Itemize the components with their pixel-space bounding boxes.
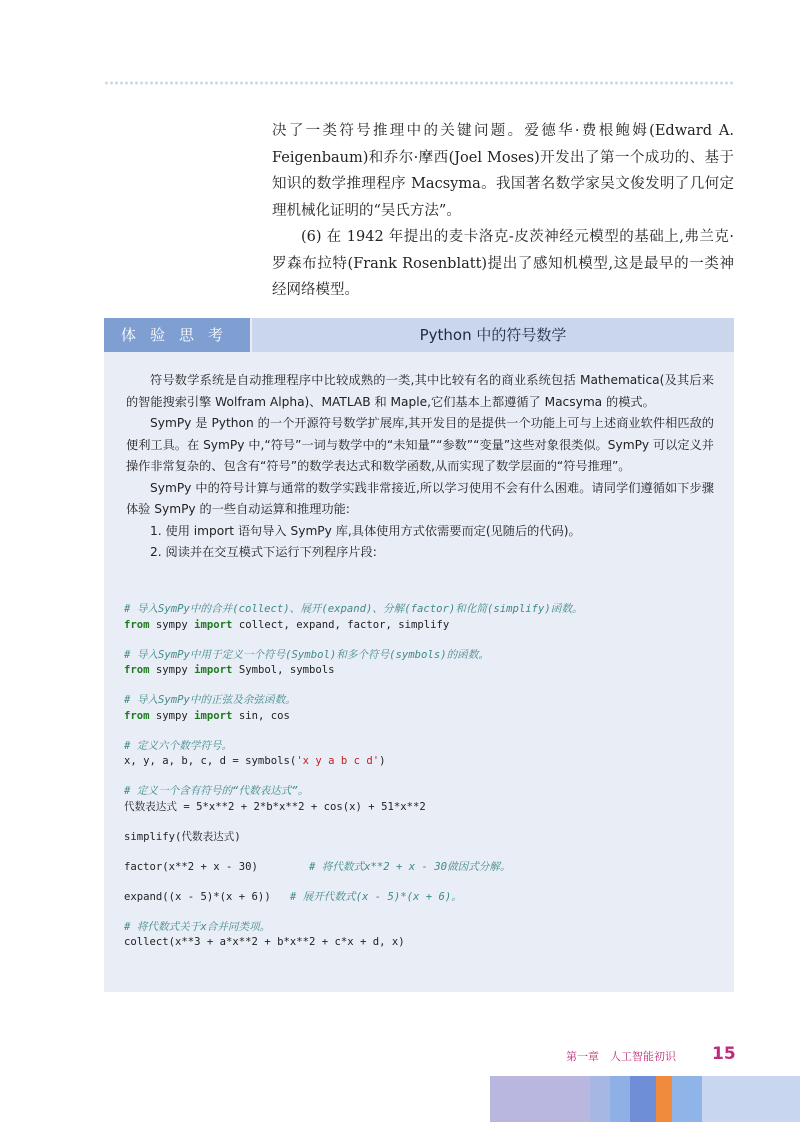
code-line: collect(x**3 + a*x**2 + b*x**2 + c*x + d, x): [124, 936, 405, 948]
code-text: sympy: [149, 709, 195, 722]
box-step-2: 2. 阅读并在交互模式下运行下列程序片段:: [150, 545, 377, 559]
page-number: 15: [712, 1044, 736, 1064]
code-keyword: import: [194, 664, 233, 676]
footer-chapter: 第一章 人工智能初识: [566, 1050, 676, 1063]
code-comment: # 展开代数式(x - 5)*(x + 6)。: [289, 890, 462, 903]
code-block: [124, 602, 724, 951]
code-line: [124, 890, 724, 906]
code-comment: # 导入SymPy中用于定义一个符号(Symbol)和多个符号(symbols)的函数。: [124, 648, 489, 661]
code-comment: # 将代数式x**2 + x - 30做因式分解。: [308, 860, 511, 873]
code-text: factor(x**2 + x - 30): [124, 860, 258, 873]
code-string: 'x y a b c d': [296, 755, 380, 767]
code-text: sympy: [149, 664, 195, 676]
body-text: [272, 118, 734, 304]
top-dotted-rule: [104, 80, 734, 86]
body-paragraph-2: (6) 在 1942 年提出的麦卡洛克-皮茨神经元模型的基础上,弗兰克·罗森布拉特(Frank Rosenblatt)提出了感知机模型,这是最早的一类神经网络模型。: [272, 229, 734, 298]
code-text: expand((x - 5)*(x + 6)): [124, 890, 271, 903]
code-keyword: from: [124, 709, 150, 722]
code-text: sympy: [149, 618, 195, 631]
box-paragraph-3: SymPy 中的符号计算与通常的数学实践非常接近,所以学习使用不会有什么困难。请同学们遵循如下步骤体验 SymPy 的一些自动运算和推理功能:: [126, 480, 714, 516]
code-line: [124, 618, 724, 634]
code-text: sin, cos: [232, 709, 290, 722]
code-text: collect, expand, factor, simplify: [232, 618, 450, 631]
code-text: ): [379, 755, 386, 767]
code-comment: # 定义六个数学符号。: [124, 739, 233, 752]
footer-decoration: [490, 1076, 800, 1122]
box-tag: 体验思考: [104, 318, 250, 352]
code-comment: # 导入SymPy中的合并(collect)、展开(expand)、分解(factor)和化简(simplify)函数。: [124, 603, 583, 615]
code-keyword: import: [194, 618, 233, 631]
code-line: simplify(代数表达式): [124, 830, 241, 843]
body-paragraph-1: 决了一类符号推理中的关键问题。爱德华·费根鲍姆(Edward A. Feigenbaum)和乔尔·摩西(Joel Moses)开发出了第一个成功的、基于知识的数学推理程序 Macsyma。我国著名数学家吴文俊发明了几何定理机械化证明的“吴氏方法”。: [272, 123, 734, 219]
code-text: Symbol, symbols: [232, 664, 335, 676]
code-line: 代数表达式 = 5*x**2 + 2*b*x**2 + cos(x) + 51*x**2: [124, 800, 426, 813]
code-line: [124, 860, 724, 876]
experience-box: [104, 318, 734, 992]
box-paragraph-2: SymPy 是 Python 的一个开源符号数学扩展库,其开发目的是提供一个功能上可与上述商业软件相匹敌的便利工具。在 SymPy 中,“符号”一词与数学中的“未知量”“参数”“变量”这些对象很类似。SymPy 可以定义并操作非常复杂的、包含有“符号”的数学表达式和数学函数,从而实现了数学层面的“符号推理”。: [126, 416, 714, 473]
code-comment: # 导入SymPy中的正弦及余弦函数。: [124, 694, 296, 706]
code-keyword: from: [124, 664, 150, 676]
box-body: [126, 370, 714, 564]
code-comment: # 将代数式关于x合并同类项。: [124, 920, 271, 933]
code-comment: # 定义一个含有符号的“代数表达式”。: [124, 785, 309, 797]
code-line: [124, 754, 724, 770]
code-text: x, y, a, b, c, d = symbols(: [124, 755, 297, 767]
code-line: [124, 709, 724, 725]
box-paragraph-1: 符号数学系统是自动推理程序中比较成熟的一类,其中比较有名的商业系统包括 Mathematica(及其后来的智能搜索引擎 Wolfram Alpha)、MATLAB 和 Maple,它们基本上都遵循了 Macsyma 的模式。: [126, 373, 714, 409]
box-step-1: 1. 使用 import 语句导入 SymPy 库,具体使用方式依需要而定(见随后的代码)。: [150, 523, 581, 538]
box-header: [104, 318, 734, 352]
code-keyword: import: [194, 709, 233, 722]
box-title: Python 中的符号数学: [252, 318, 734, 352]
code-line: [124, 663, 724, 679]
code-keyword: from: [124, 618, 150, 631]
